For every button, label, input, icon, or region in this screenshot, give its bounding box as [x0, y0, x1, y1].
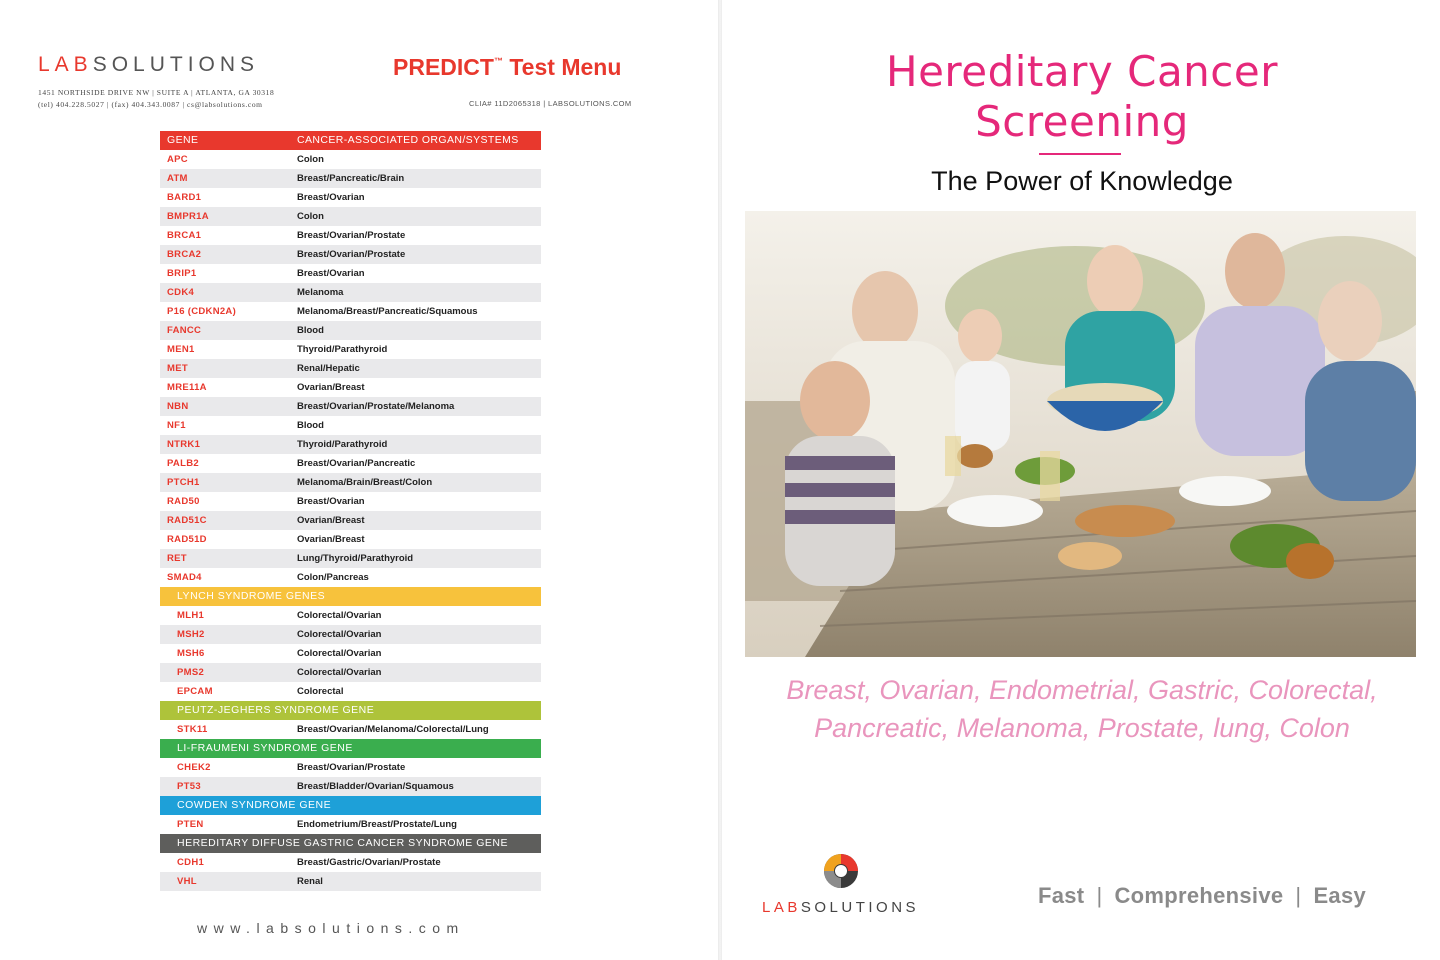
- gene-name: P16 (CDKN2A): [167, 306, 237, 317]
- gene-organs: Breast/Ovarian/Prostate: [297, 230, 406, 241]
- gene-organs: Breast/Ovarian/Prostate: [297, 245, 541, 264]
- gene-organs: Melanoma/Brain/Breast/Colon: [297, 473, 541, 492]
- gene-name: PTCH1: [160, 473, 297, 492]
- gene-name: NBN: [160, 397, 297, 416]
- gene-organs: Breast/Gastric/Ovarian/Prostate: [297, 857, 441, 868]
- gene-organs: Thyroid/Parathyroid: [297, 435, 541, 454]
- gene-name: SMAD4: [167, 572, 202, 583]
- gene-row: [160, 416, 541, 435]
- gene-table: [160, 131, 541, 891]
- gene-row: [160, 644, 541, 663]
- gene-name: NF1: [167, 420, 186, 431]
- gene-name: RET: [160, 549, 297, 568]
- labsolutions-logo-text: LABSOLUTIONS: [762, 899, 920, 916]
- gene-name: ATM: [160, 169, 297, 188]
- clia-line: CLIA# 11D2065318 | LABSOLUTIONS.COM: [469, 99, 632, 108]
- gene-name: VHL: [160, 872, 297, 891]
- gene-row: [160, 511, 541, 530]
- syndrome-title: LYNCH SYNDROME GENES: [160, 587, 541, 606]
- gene-name: APC: [167, 154, 188, 165]
- gene-name: EPCAM: [177, 686, 213, 697]
- gene-organs: Colorectal/Ovarian: [297, 663, 541, 682]
- gene-row: [160, 606, 541, 625]
- gene-name: BRCA1: [167, 230, 202, 241]
- gene-row: [160, 473, 541, 492]
- gene-organs: Ovarian/Breast: [297, 382, 365, 393]
- cover-subtitle: The Power of Knowledge: [931, 166, 1233, 196]
- gene-row: [160, 758, 541, 777]
- gene-organs: Breast/Ovarian: [297, 268, 365, 279]
- gene-row: [160, 435, 541, 454]
- gene-name: PTEN: [177, 819, 204, 830]
- gene-organs: Colon/Pancreas: [297, 572, 369, 583]
- tagline-item: Fast: [1038, 883, 1085, 908]
- gene-organs: Colorectal/Ovarian: [297, 625, 541, 644]
- tagline-item: Comprehensive: [1114, 883, 1284, 908]
- gene-row: [160, 226, 541, 245]
- gene-row: [160, 815, 541, 834]
- gene-organs: Breast/Pancreatic/Brain: [297, 169, 541, 188]
- gene-name: FANCC: [160, 321, 297, 340]
- labsolutions-emblem-icon: [822, 852, 860, 895]
- header-gene: GENE: [160, 131, 297, 150]
- contact-line: (tel) 404.228.5027 | (fax) 404.343.0087 | cs@labsolutions.com: [38, 100, 263, 109]
- gene-name: STK11: [177, 724, 208, 735]
- gene-organs: Breast/Ovarian/Prostate/Melanoma: [297, 397, 541, 416]
- gene-name: PMS2: [160, 663, 297, 682]
- gene-organs: Ovarian/Breast: [297, 511, 541, 530]
- gene-table-header: [160, 131, 541, 150]
- gene-organs: Breast/Ovarian: [297, 192, 365, 203]
- syndrome-section-header: [160, 834, 541, 853]
- gene-organs: Breast/Ovarian: [297, 496, 365, 507]
- cancer-types-list: Breast, Ovarian, Endometrial, Gastric, Colorectal, Pancreatic, Melanoma, Prostate, lung, Colon: [786, 675, 1378, 743]
- gene-row: [160, 777, 541, 796]
- gene-organs: Melanoma/Breast/Pancreatic/Squamous: [297, 306, 478, 317]
- gene-row: [160, 207, 541, 226]
- gene-organs: Ovarian/Breast: [297, 534, 365, 545]
- gene-name: MET: [160, 359, 297, 378]
- tagline: Fast | Comprehensive | Easy: [1038, 883, 1367, 908]
- gene-name: RAD51D: [167, 534, 207, 545]
- syndrome-section-header: [160, 739, 541, 758]
- gene-name: CDK4: [160, 283, 297, 302]
- labsolutions-logo-text: LABSOLUTIONS: [38, 53, 260, 76]
- family-dinner-photo: [745, 211, 1416, 657]
- header-organs: CANCER-ASSOCIATED ORGAN/SYSTEMS: [297, 131, 541, 150]
- gene-row: [160, 188, 541, 207]
- gene-row: [160, 378, 541, 397]
- right-page: [722, 0, 1440, 960]
- gene-row: [160, 359, 541, 378]
- gene-organs: Colon: [297, 154, 324, 165]
- syndrome-title: HEREDITARY DIFFUSE GASTRIC CANCER SYNDROME GENE: [160, 834, 541, 853]
- gene-name: MEN1: [167, 344, 195, 355]
- gene-row: [160, 492, 541, 511]
- gene-row: [160, 549, 541, 568]
- gene-name: CDH1: [177, 857, 205, 868]
- gene-name: RAD50: [167, 496, 200, 507]
- gene-organs: Colorectal: [297, 686, 344, 697]
- syndrome-section-header: [160, 796, 541, 815]
- tagline-item: Easy: [1313, 883, 1367, 908]
- gene-organs: Melanoma: [297, 283, 541, 302]
- gene-organs: Thyroid/Parathyroid: [297, 344, 388, 355]
- syndrome-section-header: [160, 701, 541, 720]
- gene-row: [160, 720, 541, 739]
- footer-url[interactable]: www.labsolutions.com: [197, 920, 465, 936]
- title-divider: [1039, 153, 1121, 155]
- gene-name: RAD51C: [160, 511, 297, 530]
- gene-organs: Colorectal/Ovarian: [297, 610, 382, 621]
- gene-organs: Breast/Ovarian/Melanoma/Colorectal/Lung: [297, 724, 489, 735]
- gene-name: BRIP1: [167, 268, 197, 279]
- gene-row: [160, 302, 541, 321]
- gene-name: CHEK2: [177, 762, 211, 773]
- gene-name: NTRK1: [160, 435, 297, 454]
- gene-row: [160, 568, 541, 587]
- gene-row: [160, 321, 541, 340]
- gene-organs: Colon: [297, 207, 541, 226]
- gene-organs: Breast/Bladder/Ovarian/Squamous: [297, 777, 541, 796]
- gene-row: [160, 682, 541, 701]
- gene-organs: Endometrium/Breast/Prostate/Lung: [297, 819, 457, 830]
- gene-name: MSH6: [177, 648, 205, 659]
- gene-name: PALB2: [167, 458, 199, 469]
- gene-row: [160, 245, 541, 264]
- gene-name: BRCA2: [160, 245, 297, 264]
- gene-name: BARD1: [167, 192, 202, 203]
- syndrome-section-header: [160, 587, 541, 606]
- gene-row: [160, 663, 541, 682]
- syndrome-title: PEUTZ-JEGHERS SYNDROME GENE: [160, 701, 541, 720]
- syndrome-title: LI-FRAUMENI SYNDROME GENE: [160, 739, 541, 758]
- gene-row: [160, 872, 541, 891]
- cover-title: Hereditary Cancer Screening: [886, 47, 1278, 146]
- gene-row: [160, 454, 541, 473]
- gene-row: [160, 264, 541, 283]
- gene-row: [160, 530, 541, 549]
- gene-name: MRE11A: [167, 382, 207, 393]
- gene-row: [160, 340, 541, 359]
- gene-row: [160, 625, 541, 644]
- gene-name: BMPR1A: [160, 207, 297, 226]
- gene-organs: Blood: [297, 321, 541, 340]
- gene-row: [160, 283, 541, 302]
- gene-organs: Renal: [297, 872, 541, 891]
- gene-name: PT53: [160, 777, 297, 796]
- gene-organs: Breast/Ovarian/Pancreatic: [297, 458, 416, 469]
- gene-row: [160, 150, 541, 169]
- syndrome-title: COWDEN SYNDROME GENE: [160, 796, 541, 815]
- menu-title: PREDICT™ Test Menu: [393, 54, 622, 80]
- gene-row: [160, 397, 541, 416]
- gene-organs: Renal/Hepatic: [297, 359, 541, 378]
- gene-organs: Colorectal/Ovarian: [297, 648, 382, 659]
- gene-row: [160, 169, 541, 188]
- gene-name: MSH2: [160, 625, 297, 644]
- gene-row: [160, 853, 541, 872]
- left-page: [0, 0, 718, 960]
- gene-organs: Blood: [297, 420, 324, 431]
- gene-name: MLH1: [177, 610, 205, 621]
- gene-organs: Breast/Ovarian/Prostate: [297, 762, 406, 773]
- address-line: 1451 NORTHSIDE DRIVE NW | SUITE A | ATLANTA, GA 30318: [38, 88, 275, 97]
- gene-organs: Lung/Thyroid/Parathyroid: [297, 549, 541, 568]
